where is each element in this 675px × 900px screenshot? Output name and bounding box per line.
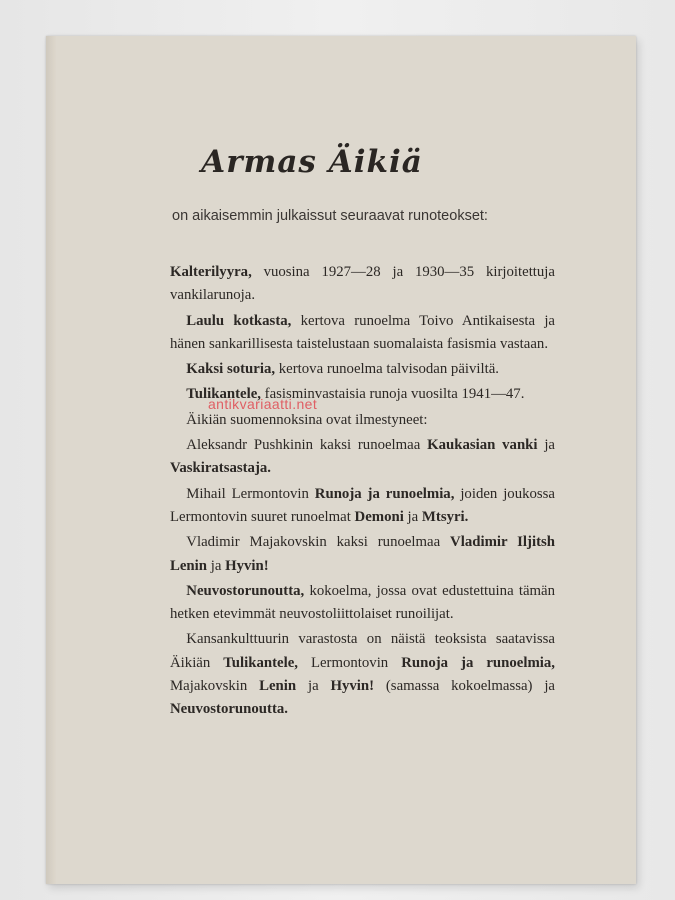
paragraph-text: kokoelma, jossa ovat edustettuina tämän hetken etevimmät neuvostoliittolaiset runoilijat. — [170, 582, 555, 623]
paragraph — [170, 358, 555, 381]
paragraph-text: ja — [403, 508, 422, 525]
paragraph-text: Majakovskin — [170, 678, 260, 695]
paragraph — [170, 409, 555, 432]
work-title: Runoja ja runoelmia, — [401, 654, 556, 671]
paragraph-text: kertova runoelma Toivo Antikaisesta ja hänen sankarillisesta taistelustaan suomalaista fasismia vastaan. — [170, 312, 555, 352]
work-title: Kaksi soturia, — [186, 361, 276, 378]
paragraph — [170, 580, 555, 627]
paragraph — [170, 310, 555, 357]
paragraph-text: Vladimir Majakovskin kaksi runoelmaa — [186, 534, 451, 551]
cover-page — [56, 36, 636, 884]
paragraph-text: joiden joukossa Lermontovin suuret runoelmat — [170, 485, 555, 525]
paragraph-text: fasisminvastaisia runoja vuosilta 1941—47. — [260, 386, 525, 403]
work-title: Lenin — [259, 678, 297, 695]
paragraph-text: Äikiän suomennoksina ovat ilmestyneet: — [186, 411, 428, 428]
work-title: Runoja ja runoelmia, — [314, 485, 455, 502]
book-back-cover — [46, 36, 636, 884]
paragraph-text: Lermontovin — [297, 654, 402, 671]
paragraph-text: kertova runoelma talvisodan päiviltä. — [275, 361, 500, 378]
work-title: Tulikantele, — [223, 654, 298, 671]
paragraph-text: ja — [207, 557, 226, 574]
paragraph-text: vuosina 1927—28 ja 1930—35 kirjoitettuja vankilarunoja. — [170, 264, 555, 304]
paragraph-text: ja — [537, 437, 555, 454]
work-title: Mtsyri. — [421, 508, 469, 525]
paragraph-text: Kansankulttuurin varastosta on näistä teoksista saatavissa Äikiän — [170, 631, 555, 671]
watermark-text: antikvariaatti.net — [208, 396, 318, 412]
work-title: Demoni — [354, 508, 404, 525]
paragraph — [170, 628, 555, 721]
work-title: Neuvostorunoutta. — [170, 701, 288, 718]
work-title: Tulikantele, — [186, 386, 261, 403]
work-title: Vaskiratsastaja. — [170, 460, 271, 477]
work-title: Vladimir Iljitsh Lenin — [170, 534, 555, 574]
paragraph-text: Mihail Lermontovin — [186, 485, 315, 502]
author-title: Armas Äikiä — [201, 144, 423, 180]
subtitle-line: on aikaisemmin julkaissut seuraavat runoteokset: — [172, 208, 488, 224]
paragraph-text: Aleksandr Pushkinin kaksi runoelmaa — [186, 437, 428, 454]
paragraph — [170, 434, 555, 481]
paragraph-text: ja — [296, 678, 331, 695]
paragraph — [170, 483, 555, 530]
works-list — [170, 261, 555, 724]
work-title: Kaukasian vanki — [427, 437, 538, 454]
paragraph-text: (samassa kokoelmassa) ja — [374, 678, 555, 695]
paragraph — [170, 531, 555, 578]
work-title: Laulu kotkasta, — [186, 312, 292, 329]
work-title: Hyvin! — [330, 678, 375, 695]
work-title: Hyvin! — [225, 557, 269, 574]
paragraph — [170, 261, 555, 308]
work-title: Neuvostorunoutta, — [186, 582, 305, 599]
work-title: Kalterilyyra, — [170, 264, 252, 280]
